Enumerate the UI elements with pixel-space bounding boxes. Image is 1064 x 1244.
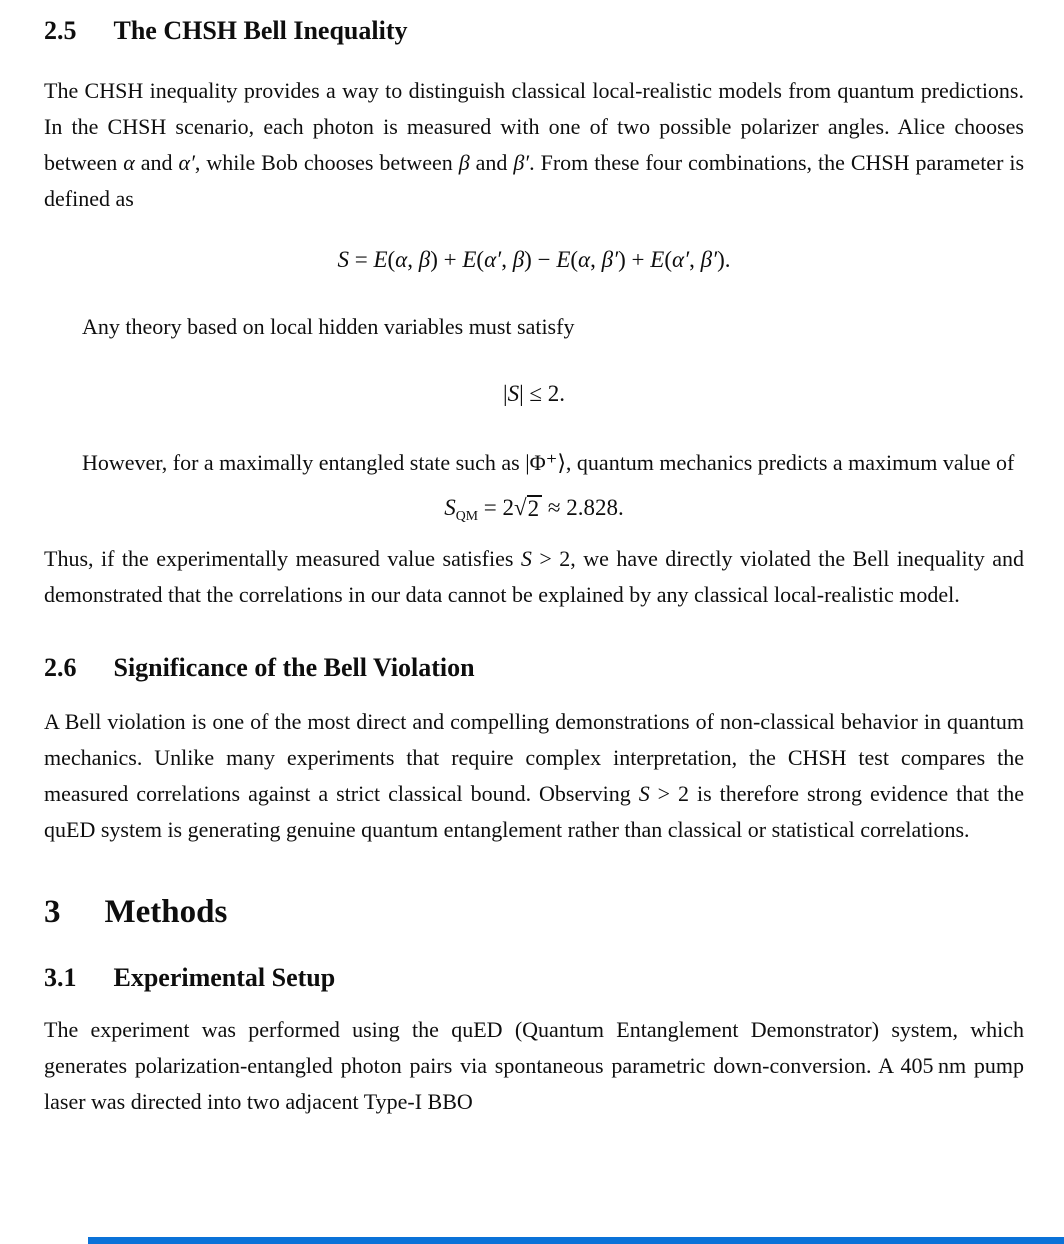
radicand: 2 — [527, 495, 543, 520]
section-heading-2-5 — [44, 14, 1024, 47]
section-title: Significance of the Bell Violation — [113, 653, 475, 682]
sqm-subscript: QM — [455, 507, 478, 523]
paragraph-experimental-setup: The experiment was performed using the quED (Quantum Entanglement Demonstrator) system, which generates polarization-entangled photon pairs via spontaneous parametric down-conversion. A 405 nm pump laser was directed into two adjacent Type-I BBO — [44, 1017, 1024, 1114]
section-number: 3.1 — [44, 963, 77, 992]
section-title: The CHSH Bell Inequality — [113, 16, 408, 45]
section-number: 2.6 — [44, 653, 77, 682]
bottom-blue-bar — [88, 1237, 1064, 1244]
paragraph-chsh-intro: The CHSH inequality provides a way to distinguish classical local-realistic models from quantum predictions. In the CHSH scenario, each photon is measured with one of two possible polarizer angles. Alice chooses between α and α′, while Bob chooses between β and β′. From these four combinations, the CHSH parameter is defined as — [44, 78, 1025, 211]
paragraph-however: However, for a maximally entangled state such as |Φ⁺⟩, quantum mechanics predicts a maximum value of — [82, 450, 1015, 475]
section-title: Methods — [104, 894, 228, 930]
sqm-approx-value: ≈ 2.828. — [542, 495, 624, 520]
paragraph-significance: A Bell violation is one of the most direct and compelling demonstrations of non-classical behavior in quantum mechanics. Unlike many experiments that require complex interpretation, the CHSH test compares the measured correlations against a strict classical bound. Observing S > 2 is therefore strong evidence that the quED system is generating genuine quantum entanglement rather than classical or statistical correlations. — [44, 709, 1024, 842]
radical-sign: √ — [513, 495, 527, 520]
section-heading-3-1 — [44, 961, 1024, 994]
paragraph-thus: Thus, if the experimentally measured value satisfies S > 2, we have directly violated the Bell inequality and demonstrated that the correlations in our data cannot be explained by any classical local-realistic model. — [44, 546, 1025, 607]
display-equation-classical-bound: |S| ≤ 2. — [502, 381, 566, 406]
paragraph-local-hidden-variables: Any theory based on local hidden variables must satisfy — [82, 314, 575, 339]
section-title: Experimental Setup — [113, 963, 336, 992]
section-number: 3 — [44, 894, 61, 930]
section-number: 2.5 — [44, 16, 77, 45]
section-heading-3 — [44, 892, 1024, 933]
display-equation-quantum-maximum — [44, 489, 1024, 527]
sqm-variable: S — [444, 495, 456, 520]
sqm-coefficient: 2 — [502, 495, 514, 520]
sqm-equals: = — [478, 495, 503, 520]
section-heading-2-6 — [44, 651, 1024, 684]
display-equation-chsh: S = E(α, β) + E(α′, β) − E(α, β′) + E(α′, β′). — [337, 247, 731, 272]
